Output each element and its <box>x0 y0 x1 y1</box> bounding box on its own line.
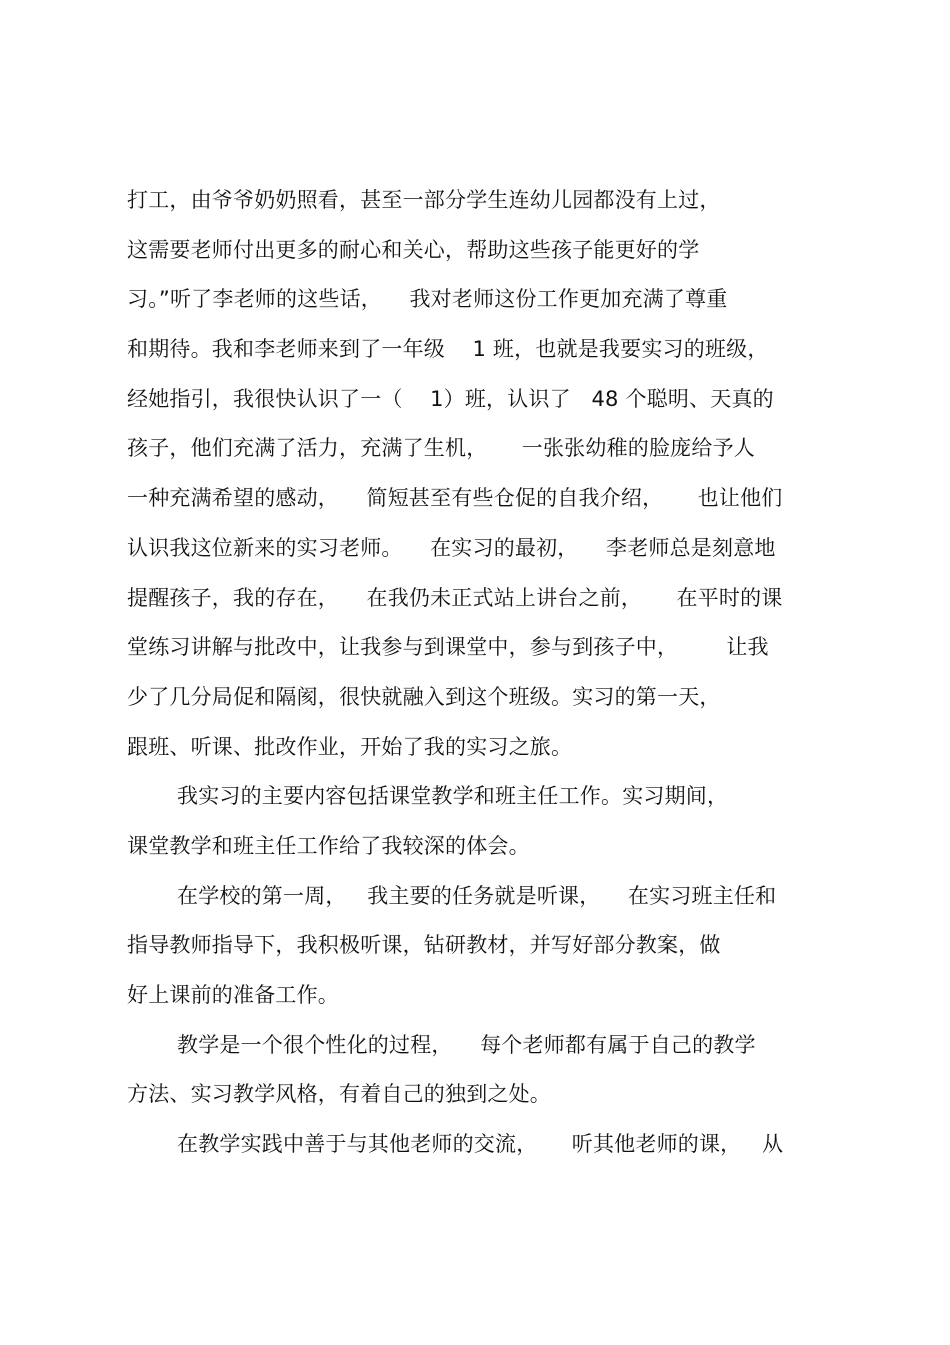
text-line: 经她指引，我很快认识了一（ 1）班，认识了 48 个聪明、天真的 <box>127 386 774 411</box>
text-line: 在学校的第一周， 我主要的任务就是听课， 在实习班主任和 <box>177 883 777 908</box>
text-line: 课堂教学和班主任工作给了我较深的体会。 <box>127 833 530 858</box>
text-line: 少了几分局促和隔阂，很快就融入到这个班级。实习的第一天， <box>127 684 721 709</box>
text-line: 跟班、听课、批改作业，开始了我的实习之旅。 <box>127 734 573 759</box>
text-line: 方法、实习教学风格，有着自己的独到之处。 <box>127 1082 551 1107</box>
text-line: 这需要老师付出更多的耐心和关心，帮助这些孩子能更好的学 <box>127 237 700 262</box>
text-line: 打工，由爷爷奶奶照看，甚至一部分学生连幼儿园都没有上过， <box>127 188 721 212</box>
text-line: 好上课前的准备工作。 <box>127 983 339 1007</box>
text-line: 习。”听了李老师的这些话， 我对老师这份工作更加充满了尊重 <box>127 287 728 312</box>
body-text <box>127 176 867 1170</box>
text-line: 认识我这位新来的实习老师。 在实习的最初， 李老师总是刻意地 <box>127 535 776 560</box>
text-line: 孩子，他们充满了活力，充满了生机， 一张张幼稚的脸庞给予人 <box>127 436 755 461</box>
text-line: 我实习的主要内容包括课堂教学和班主任工作。实习期间， <box>177 784 729 809</box>
text-line: 和期待。我和李老师来到了一年级 1 班，也就是我要实习的班级， <box>127 337 769 362</box>
text-line: 提醒孩子，我的存在， 在我仍未正式站上讲台之前， 在平时的课 <box>127 585 783 610</box>
text-line: 指导教师指导下，我积极听课，钻研教材，并写好部分教案，做 <box>127 933 721 958</box>
text-line: 堂练习讲解与批改中，让我参与到课堂中，参与到孩子中， 让我 <box>127 635 769 660</box>
text-line: 一种充满希望的感动， 简短甚至有些仓促的自我介绍， 也让他们 <box>127 486 783 511</box>
text-line: 教学是一个很个性化的过程， 每个老师都有属于自己的教学 <box>177 1032 756 1057</box>
text-line: 在教学实践中善于与其他老师的交流， 听其他老师的课， 从 <box>177 1132 784 1157</box>
